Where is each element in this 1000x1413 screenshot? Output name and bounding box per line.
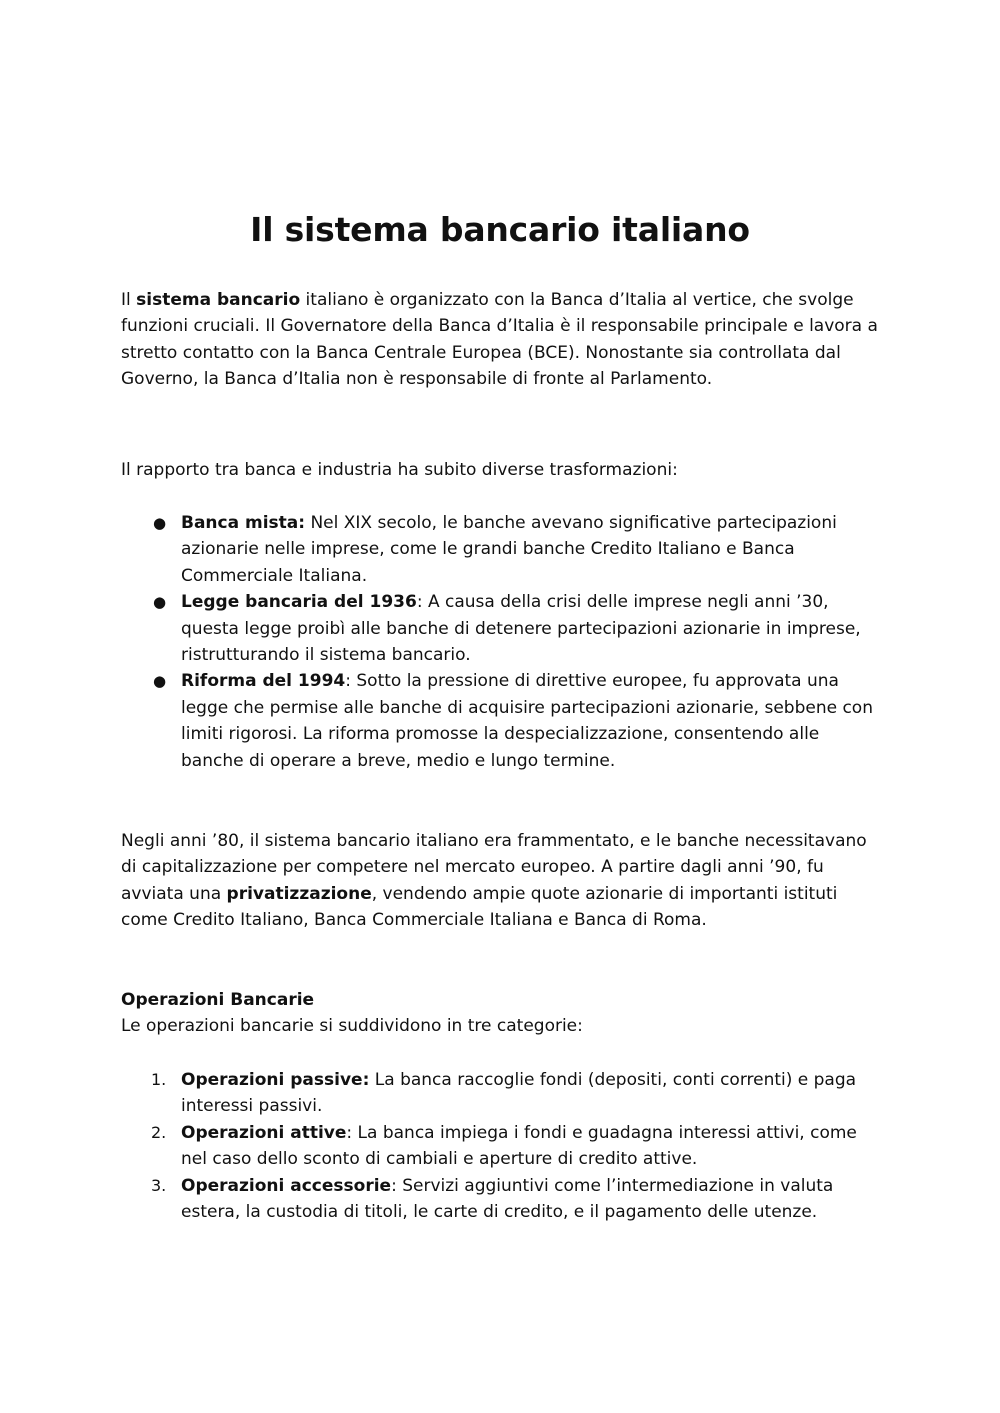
list-item-bold: Legge bancaria del 1936	[181, 592, 417, 613]
list-item-bold: Operazioni attive	[181, 1122, 347, 1143]
number-marker: 3.	[151, 1175, 167, 1195]
transformations-list	[121, 510, 881, 774]
list-item	[121, 1067, 881, 1120]
page-title: Il sistema bancario italiano	[250, 210, 750, 249]
list-item	[121, 1120, 881, 1173]
list-item-bold: Operazioni passive:	[181, 1070, 370, 1090]
privatization-paragraph	[121, 828, 881, 934]
intro-paragraph	[121, 287, 881, 393]
privatization-text-start: Negli anni ’80, il sistema bancario italiano era frammentato, e le banche necessitavano di capitalizzazione per competere nel mercato europeo. A partire dagli anni ’90, fu avviata una	[121, 831, 867, 904]
list-item-text: : A causa della crisi delle imprese negli anni ’30, questa legge proibì alle banche di detenere partecipazioni azionarie in imprese, ristrutturando il sistema bancario.	[181, 592, 861, 666]
list-item-text: : Servizi aggiuntivi come l’intermediazione in valuta estera, la custodia di titoli, le carte di credito, e il pagamento delle utenze.	[181, 1175, 834, 1223]
list-item-text: : Sotto la pressione di direttive europee, fu approvata una legge che permise alle banche di acquisire partecipazioni azionarie, sebbene con limiti rigorosi. La riforma promosse la despecializzazione, consentendo alle banche di operare a breve, medio e lungo termine.	[181, 671, 873, 771]
list-item-text: : La banca impiega i fondi e guadagna interessi attivi, come nel caso dello sconto di cambiali e aperture di credito attive.	[181, 1122, 857, 1170]
list-item	[121, 1173, 881, 1226]
privatization-text-rest: , vendendo ampie quote azionarie di importanti istituti come Credito Italiano, Banca Commerciale Italiana e Banca di Roma.	[121, 883, 838, 931]
bullet-marker: ●	[153, 672, 167, 691]
list-item-text: Nel XIX secolo, le banche avevano significative partecipazioni azionarie nelle imprese, come le grandi banche Credito Italiano e Banca Commerciale Italiana.	[181, 513, 837, 586]
bullet-marker: ●	[153, 514, 167, 532]
list-item	[121, 589, 881, 668]
list-item	[121, 668, 881, 774]
intro-text-start: Il	[121, 290, 137, 310]
list-item-text: La banca raccoglie fondi (depositi, conti correnti) e paga interessi passivi.	[181, 1070, 857, 1117]
list-item-bold: Operazioni accessorie	[181, 1175, 392, 1196]
operations-intro: Le operazioni bancarie si suddividono in tre categorie:	[121, 1016, 583, 1036]
number-marker: 1.	[151, 1070, 167, 1089]
intro-bold-term: sistema bancario	[136, 290, 301, 310]
number-marker: 2.	[151, 1122, 167, 1142]
bullet-marker: ●	[153, 593, 167, 612]
intro-text-rest: italiano è organizzato con la Banca d’Italia al vertice, che svolge funzioni cruciali. Il Governatore della Banca d’Italia è il responsabile principale e lavora a stretto contatto con la Banca Centrale Europea (BCE). Nonostante sia controllata dal Governo, la Banca d’Italia non è responsabile di fronte al Parlamento.	[121, 290, 878, 390]
operations-list	[121, 1067, 881, 1225]
list-item-bold: Riforma del 1994	[181, 671, 346, 692]
operations-heading: Operazioni Bancarie	[121, 990, 315, 1010]
list-item	[121, 510, 881, 589]
privatization-bold-term: privatizzazione	[226, 883, 372, 904]
list-item-bold: Banca mista:	[181, 513, 306, 533]
transformations-intro: Il rapporto tra banca e industria ha subito diverse trasformazioni:	[121, 460, 678, 480]
